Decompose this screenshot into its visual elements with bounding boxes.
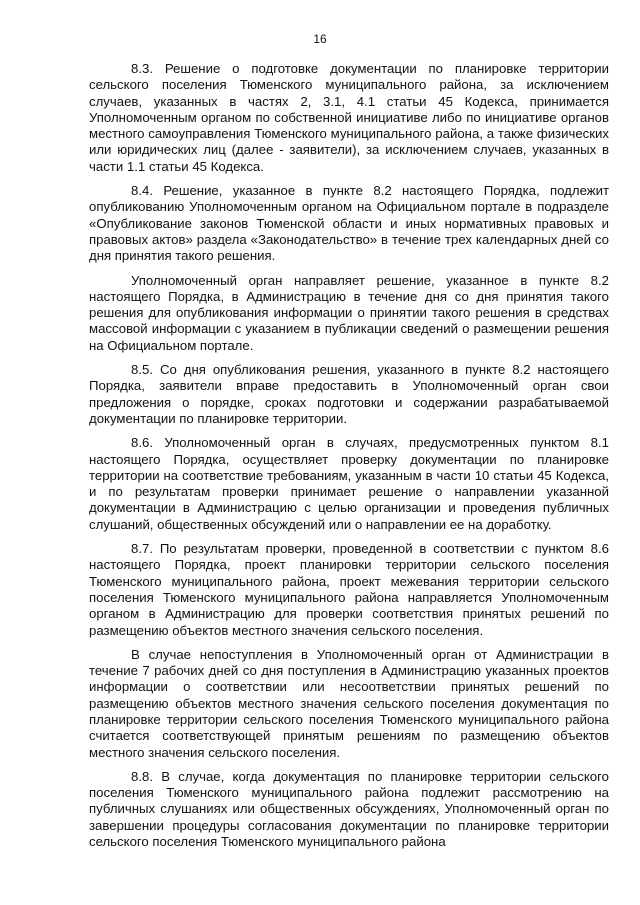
paragraph-8-8: 8.8. В случае, когда документация по планировке территории сельского поселения Тюменского муниципального района подлежит рассмотрению на публичных слушаниях или общественных обсуждениях, Уполномоченный орган по завершении процедуры согласования документации по планировке территории сельского поселения Тюменского муниципального района [89,768,609,850]
paragraph-8-4-continued: Уполномоченный орган направляет решение, указанное в пункте 8.2 настоящего Порядка, в Администрацию в течение дня со дня принятия такого решения для опубликования информации о принятии такого решения в средствах массовой информации с указанием в публикации сведений о размещении решения на Официальном портале. [89,272,609,353]
paragraph-8-7-continued: В случае непоступления в Уполномоченный орган от Администрации в течение 7 рабочих дней со дня поступления в Администрацию указанных проектов информации о соответствии или несоответствии принятых решений по размещению объектов местного значения сельского поселения документация по планировке территории сельского поселения Тюменского муниципального района считается соответствующей принятым решениям по размещению объектов местного значения сельского поселения. [89,646,609,760]
paragraph-8-3: 8.3. Решение о подготовке документации по планировке территории сельского поселения Тюменского муниципального района, за исключением случаев, указанных в частях 2, 3.1, 4.1 статьи 45 Кодекса, принимается Уполномоченным органом по собственной инициативе либо по инициативе органов местного самоуправления Тюменского муниципального района, а также физических или юридических лиц (далее - заявители), за исключением случаев, указанных в части 1.1 статьи 45 Кодекса. [89,61,609,174]
paragraph-8-6: 8.6. Уполномоченный орган в случаях, предусмотренных пунктом 8.1 настоящего Порядка, осуществляет проверку документации по планировке территории на соответствие требованиям, указанным в части 10 статьи 45 Кодекса, и по результатам проверки принимает решение о направлении указанной документации в Администрацию с целью организации и проведения публичных слушаний, общественных обсуждений или о направлении ее на доработку. [89,435,609,532]
paragraph-8-7: 8.7. По результатам проверки, проведенной в соответствии с пунктом 8.6 настоящего Порядка, проект планировки территории сельского поселения Тюменского муниципального района, проект межевания территории сельского поселения Тюменского муниципального района направляется Уполномоченным органом в Администрацию для проверки соответствия принятых решений по размещению объектов местного значения сельского поселения. [89,541,609,638]
page-number: 16 [313,32,327,46]
paragraph-8-5: 8.5. Со дня опубликования решения, указанного в пункте 8.2 настоящего Порядка, заявители вправе предоставить в Уполномоченный орган свои предложения о порядке, сроках подготовки и содержании разрабатываемой документации по планировке территории. [89,362,609,426]
paragraph-8-4: 8.4. Решение, указанное в пункте 8.2 настоящего Порядка, подлежит опубликованию Уполномоченным органом на Официальном портале в подразделе «Опубликование законов Тюменской области и иных нормативных правовых и правовых актов» раздела «Законодательство» в течение трех календарных дней со дня принятия такого решения. [89,183,609,264]
document-body [89,61,609,850]
